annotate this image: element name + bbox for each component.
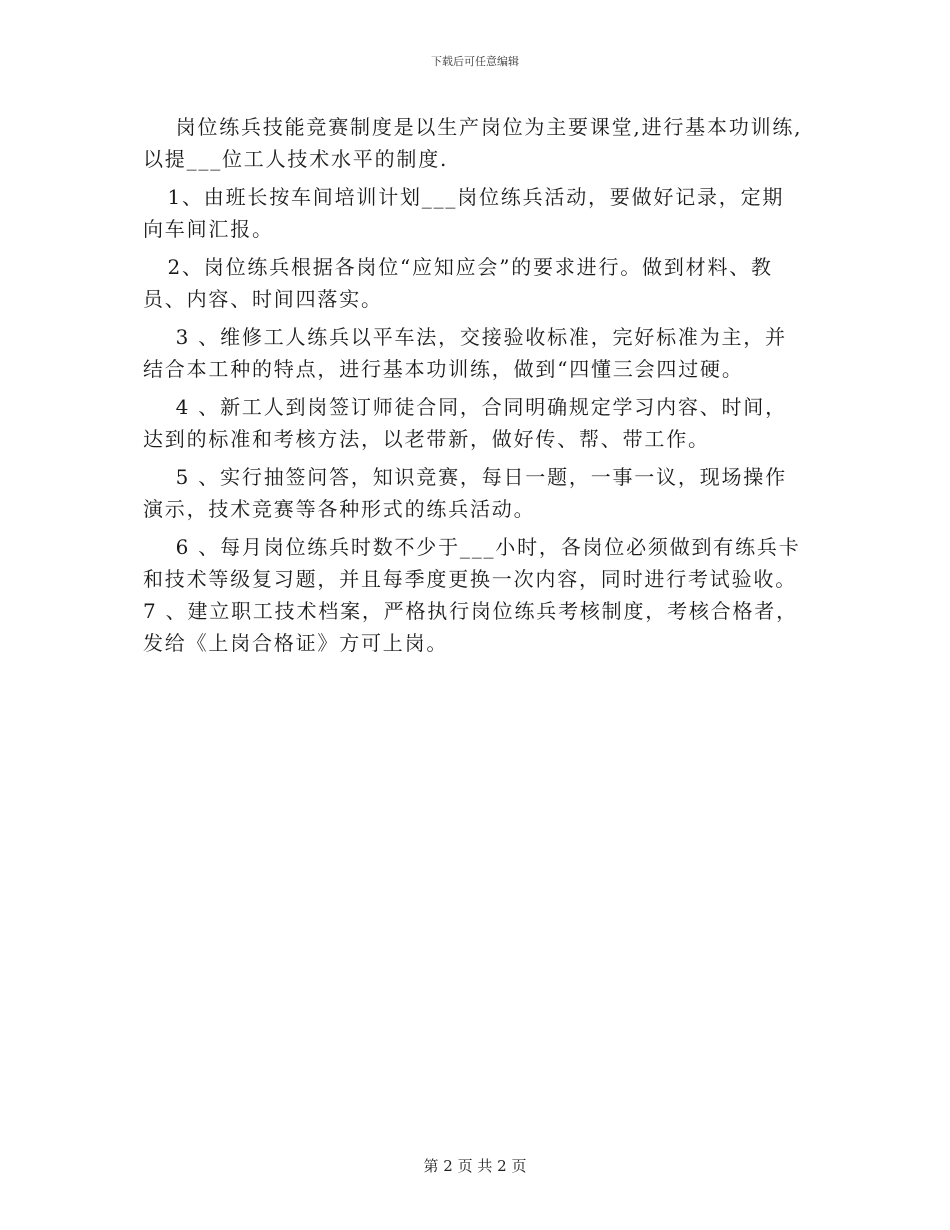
paragraph-item-5 bbox=[143, 461, 823, 525]
paragraph-line: 和技术等级复习题，并且每季度更换一次内容，同时进行考试验收。 bbox=[143, 567, 797, 591]
paragraph-item-6-7 bbox=[143, 531, 823, 659]
paragraph-line: 岗位练兵技能竞赛制度是以生产岗位为主要课堂,进行基本功训练, bbox=[143, 115, 803, 139]
paragraph-line: 2、岗位练兵根据各岗位“应知应会”的要求进行。做到材料、教 bbox=[143, 255, 773, 279]
paragraph-line: 员、内容、时间四落实。 bbox=[143, 287, 383, 311]
paragraph-line: 演示，技术竞赛等各种形式的练兵活动。 bbox=[143, 497, 536, 521]
paragraph-line: 3 、维修工人练兵以平车法，交接验收标准，完好标准为主，并 bbox=[143, 325, 787, 349]
paragraph-line: 以提___位工人技术水平的制度. bbox=[143, 147, 449, 171]
paragraph-line: 4 、新工人到岗签订师徒合同，合同明确规定学习内容、时间， bbox=[143, 395, 787, 419]
paragraph-item-2 bbox=[143, 251, 823, 315]
paragraph-line: 1、由班长按车间培训计划___岗位练兵活动，要做好记录，定期 bbox=[143, 185, 785, 209]
paragraph-line: 结合本工种的特点，进行基本功训练，做到“四懂三会四过硬。 bbox=[143, 357, 744, 381]
paragraph-line: 7 、建立职工技术档案，严格执行岗位练兵考核制度，考核合格者， bbox=[143, 599, 798, 623]
paragraph-line: 6 、每月岗位练兵时数不少于___小时，各岗位必须做到有练兵卡 bbox=[143, 535, 801, 559]
paragraph-line: 达到的标准和考核方法，以老带新，做好传、帮、带工作。 bbox=[143, 427, 710, 451]
paragraph-item-3 bbox=[143, 321, 823, 385]
paragraph-line: 5 、实行抽签问答，知识竞赛，每日一题，一事一议，现场操作 bbox=[143, 465, 787, 489]
paragraph-item-1 bbox=[143, 181, 823, 245]
paragraph-line: 向车间汇报。 bbox=[143, 217, 274, 241]
page-header: 下载后可任意编辑 bbox=[431, 55, 519, 68]
paragraph-intro bbox=[143, 111, 823, 175]
document-body bbox=[143, 111, 823, 659]
paragraph-item-4 bbox=[143, 391, 823, 455]
paragraph-line: 发给《上岗合格证》方可上岗。 bbox=[143, 631, 449, 655]
page-footer: 第 2 页 共 2 页 bbox=[423, 1157, 527, 1175]
